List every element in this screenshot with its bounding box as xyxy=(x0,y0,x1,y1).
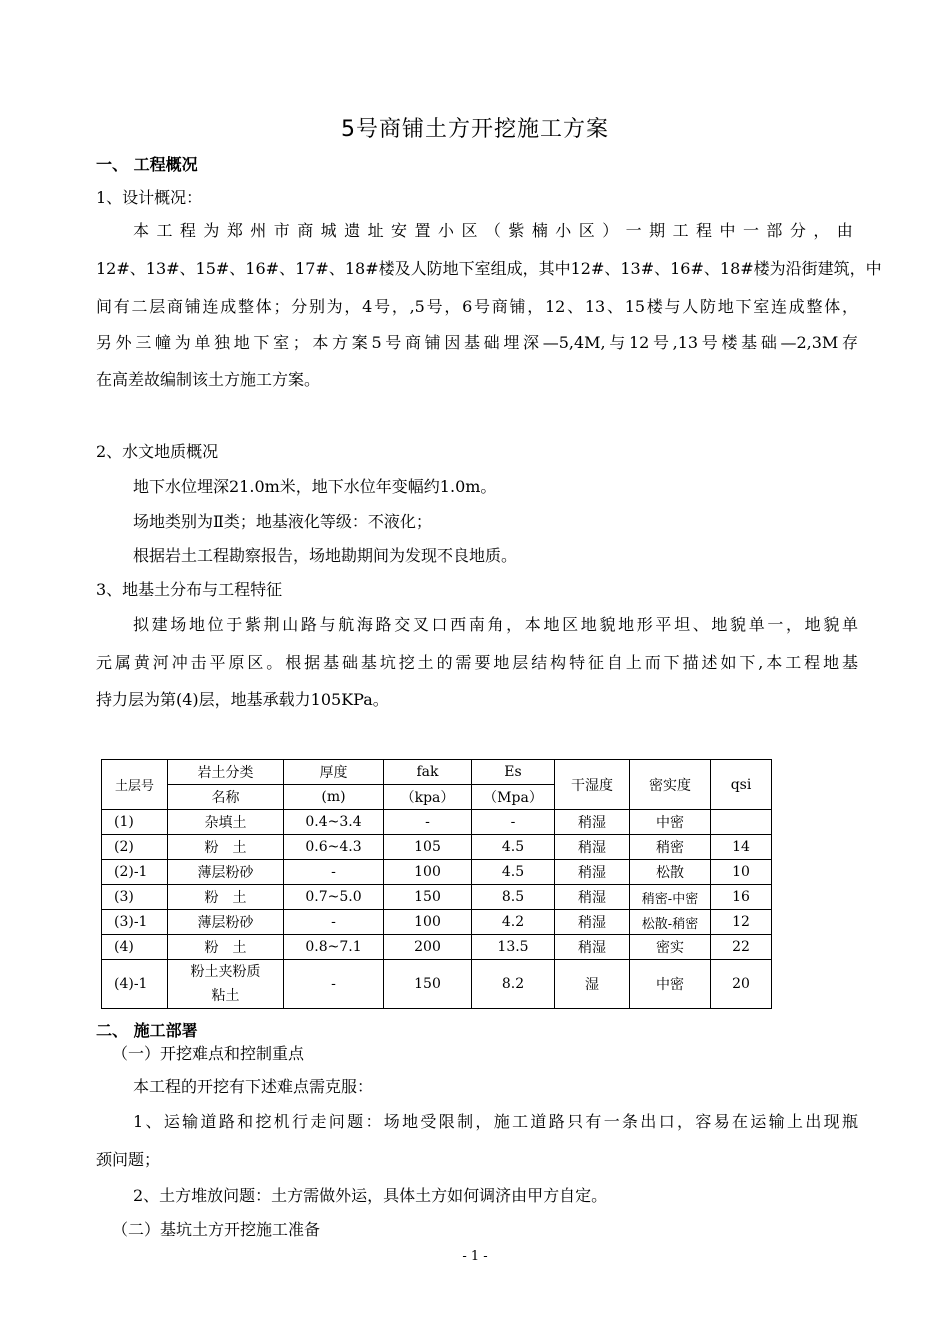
difficulty-item-1-line-1: 1、运输道路和挖机行走问题：场地受限制，施工道路只有一条出口，容易在运输上出现瓶 xyxy=(133,1112,858,1131)
cell-thickness: - xyxy=(284,960,384,1009)
table-row xyxy=(102,960,772,1009)
cell-layer: (2)-1 xyxy=(102,860,168,885)
cell-moisture: 湿 xyxy=(555,960,630,1009)
difficulties-intro: 本工程的开挖有下述难点需克服： xyxy=(133,1077,374,1096)
cell-qsi: 16 xyxy=(711,885,772,910)
cell-density: 稍密-中密 xyxy=(630,885,711,910)
cell-density: 中密 xyxy=(630,810,711,835)
cell-type xyxy=(168,960,284,1009)
subheading-design: 1、设计概况： xyxy=(96,188,203,207)
cell-type: 杂填土 xyxy=(168,810,284,835)
header-type-bottom: 名称 xyxy=(168,785,284,810)
cell-density: 松散-稍密 xyxy=(630,910,711,935)
cell-qsi: 20 xyxy=(711,960,772,1009)
cell-qsi: 12 xyxy=(711,910,772,935)
cell-density: 密实 xyxy=(630,935,711,960)
cell-type: 粉 土 xyxy=(168,935,284,960)
subheading-preparation: （二）基坑土方开挖施工准备 xyxy=(112,1220,321,1239)
cell-type-line-2: 粘土 xyxy=(211,988,240,1004)
cell-fak: 105 xyxy=(384,835,472,860)
cell-es: 4.5 xyxy=(472,835,555,860)
document-title: 5号商铺土方开挖施工方案 xyxy=(341,117,609,142)
header-layer: 土层号 xyxy=(102,760,168,810)
hydrology-line-3: 根据岩土工程勘察报告，场地勘期间为发现不良地质。 xyxy=(133,546,518,565)
cell-moisture: 稍湿 xyxy=(555,835,630,860)
cell-layer: (3) xyxy=(102,885,168,910)
table-row xyxy=(102,910,772,935)
header-moisture: 干湿度 xyxy=(555,760,630,810)
cell-moisture: 稍湿 xyxy=(555,935,630,960)
table-row xyxy=(102,860,772,885)
table-row xyxy=(102,810,772,835)
cell-fak: 200 xyxy=(384,935,472,960)
design-line-3: 间有二层商铺连成整体；分别为，4号，,5号，6号商铺，12、13、15楼与人防地下室连成整体， xyxy=(96,297,858,316)
cell-thickness: 0.7~5.0 xyxy=(284,885,384,910)
header-qsi: qsi xyxy=(711,760,772,810)
table-row xyxy=(102,885,772,910)
cell-type-line-1: 粉土夹粉质 xyxy=(190,964,261,980)
cell-density: 稍密 xyxy=(630,835,711,860)
soil-properties-table xyxy=(101,759,772,1009)
header-fak-bottom: （kpa） xyxy=(384,785,472,810)
cell-qsi xyxy=(711,810,772,835)
cell-fak: 150 xyxy=(384,960,472,1009)
section-heading-overview: 一、 工程概况 xyxy=(96,155,198,174)
cell-fak: 100 xyxy=(384,860,472,885)
cell-fak: 150 xyxy=(384,885,472,910)
cell-qsi: 22 xyxy=(711,935,772,960)
header-thickness-bottom: (m) xyxy=(284,785,384,810)
header-thickness-top: 厚度 xyxy=(284,760,384,785)
subheading-difficulties: （一）开挖难点和控制重点 xyxy=(112,1044,305,1063)
cell-es: 13.5 xyxy=(472,935,555,960)
cell-thickness: 0.6~4.3 xyxy=(284,835,384,860)
cell-es: 8.5 xyxy=(472,885,555,910)
hydrology-line-2: 场地类别为Ⅱ类；地基液化等级：不液化； xyxy=(133,512,432,531)
design-line-5: 在高差故编制该土方施工方案。 xyxy=(96,370,321,389)
cell-layer: (1) xyxy=(102,810,168,835)
design-line-2: 12#、13#、15#、16#、17#、18#楼及人防地下室组成，其中12#、13#、16#、18#楼为沿街建筑，中 xyxy=(96,259,882,278)
difficulty-item-2: 2、土方堆放问题：土方需做外运，具体土方如何调济由甲方自定。 xyxy=(133,1186,608,1205)
cell-type: 薄层粉砂 xyxy=(168,860,284,885)
subheading-hydrology: 2、水文地质概况 xyxy=(96,442,219,461)
cell-moisture: 稍湿 xyxy=(555,860,630,885)
page-number: - 1 - xyxy=(462,1249,488,1264)
cell-es: - xyxy=(472,810,555,835)
cell-layer: (2) xyxy=(102,835,168,860)
soil-line-3: 持力层为第(4)层，地基承载力105KPa。 xyxy=(96,690,389,709)
design-line-1: 本工程为郑州市商城遗址安置小区（紫楠小区）一期工程中一部分，由 xyxy=(133,221,858,240)
cell-moisture: 稍湿 xyxy=(555,885,630,910)
cell-type: 粉 土 xyxy=(168,835,284,860)
cell-es: 4.5 xyxy=(472,860,555,885)
header-density: 密实度 xyxy=(630,760,711,810)
cell-thickness: 0.8~7.1 xyxy=(284,935,384,960)
cell-moisture: 稍湿 xyxy=(555,810,630,835)
header-fak-top: fak xyxy=(384,760,472,785)
soil-line-1: 拟建场地位于紫荆山路与航海路交叉口西南角，本地区地貌地形平坦、地貌单一，地貌单 xyxy=(133,615,858,634)
section-heading-deployment: 二、 施工部署 xyxy=(96,1021,198,1040)
cell-layer: (3)-1 xyxy=(102,910,168,935)
soil-line-2: 元属黄河冲击平原区。根据基础基坑挖土的需要地层结构特征自上而下描述如下,本工程地基 xyxy=(96,653,858,672)
cell-thickness: 0.4~3.4 xyxy=(284,810,384,835)
cell-layer: (4)-1 xyxy=(102,960,168,1009)
design-line-4: 另外三幢为单独地下室；本方案5号商铺因基础埋深—5,4M,与12号,13号楼基础—2,3M存 xyxy=(96,333,858,352)
header-es-bottom: （Mpa） xyxy=(472,785,555,810)
cell-moisture: 稍湿 xyxy=(555,910,630,935)
cell-fak: 100 xyxy=(384,910,472,935)
cell-qsi: 10 xyxy=(711,860,772,885)
cell-density: 松散 xyxy=(630,860,711,885)
table-row xyxy=(102,935,772,960)
difficulty-item-1-line-2: 颈问题； xyxy=(96,1150,161,1169)
cell-fak: - xyxy=(384,810,472,835)
hydrology-line-1: 地下水位埋深21.0m米，地下水位年变幅约1.0m。 xyxy=(133,477,497,496)
table-row xyxy=(102,835,772,860)
cell-es: 8.2 xyxy=(472,960,555,1009)
cell-density: 中密 xyxy=(630,960,711,1009)
header-es-top: Es xyxy=(472,760,555,785)
cell-es: 4.2 xyxy=(472,910,555,935)
cell-type: 粉 土 xyxy=(168,885,284,910)
table-header-row xyxy=(102,760,772,785)
subheading-soil: 3、地基土分布与工程特征 xyxy=(96,580,283,599)
cell-thickness: - xyxy=(284,910,384,935)
cell-qsi: 14 xyxy=(711,835,772,860)
cell-type: 薄层粉砂 xyxy=(168,910,284,935)
cell-layer: (4) xyxy=(102,935,168,960)
cell-thickness: - xyxy=(284,860,384,885)
header-type-top: 岩土分类 xyxy=(168,760,284,785)
